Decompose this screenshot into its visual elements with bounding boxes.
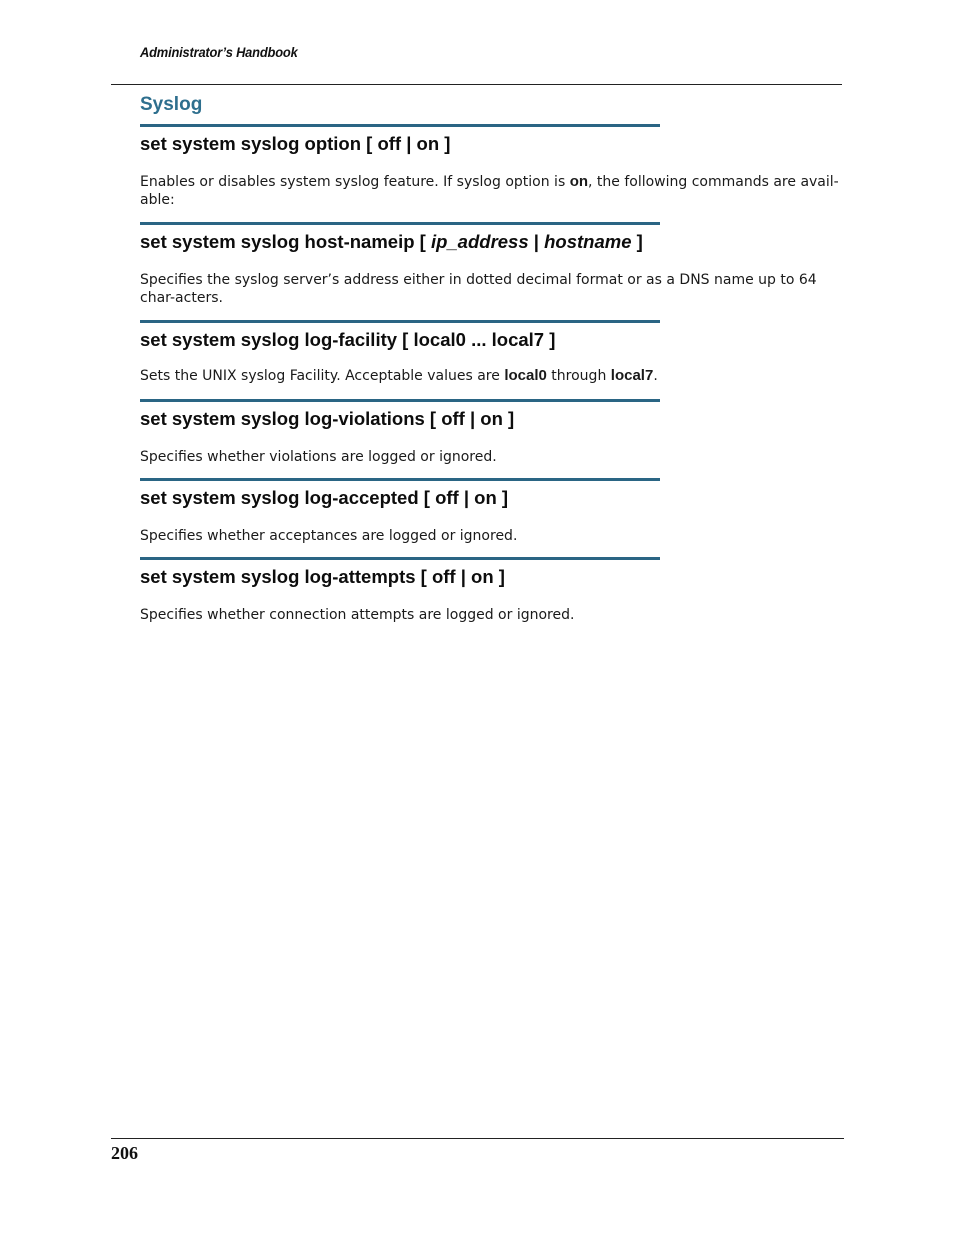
command-title: set system syslog host-nameip [ ip_address | hostname ]: [140, 231, 643, 252]
command-block-log-violations: [140, 399, 660, 465]
command-description: Specifies whether connection attempts are logged or ignored.: [140, 607, 575, 623]
command-rule: [140, 320, 660, 323]
command-description: Specifies the syslog server’s address either in dotted decimal format or as a DNS name up to 64 char-acters.: [140, 272, 817, 306]
command-rule: [140, 222, 660, 225]
command-block-log-facility: [140, 320, 660, 384]
command-title: set system syslog option [ off | on ]: [140, 133, 451, 154]
section-title: Syslog: [140, 94, 203, 115]
command-description: Specifies whether acceptances are logged or ignored.: [140, 528, 518, 544]
command-title: set system syslog log-facility [ local0 ... local7 ]: [140, 329, 556, 350]
command-rule: [140, 478, 660, 481]
command-title: set system syslog log-attempts [ off | on ]: [140, 566, 505, 587]
running-header: Administrator’s Handbook: [140, 44, 298, 60]
command-block-host-nameip: [140, 222, 817, 306]
command-rule: [140, 399, 660, 402]
footer-rule: [111, 1138, 844, 1139]
command-block-option: [140, 124, 839, 208]
command-rule: [140, 557, 660, 560]
command-title: set system syslog log-accepted [ off | on ]: [140, 487, 509, 508]
command-title: set system syslog log-violations [ off | on ]: [140, 408, 515, 429]
command-block-log-accepted: [140, 478, 660, 544]
command-description: Enables or disables system syslog feature. If syslog option is on, the following commands are avail-able:: [140, 173, 839, 208]
command-rule: [140, 124, 660, 127]
header-rule: [111, 84, 842, 85]
command-description: Sets the UNIX syslog Facility. Acceptable values are local0 through local7.: [140, 367, 658, 384]
command-description: Specifies whether violations are logged or ignored.: [140, 449, 497, 465]
page-number: 206: [111, 1143, 138, 1163]
command-block-log-attempts: [140, 557, 660, 623]
